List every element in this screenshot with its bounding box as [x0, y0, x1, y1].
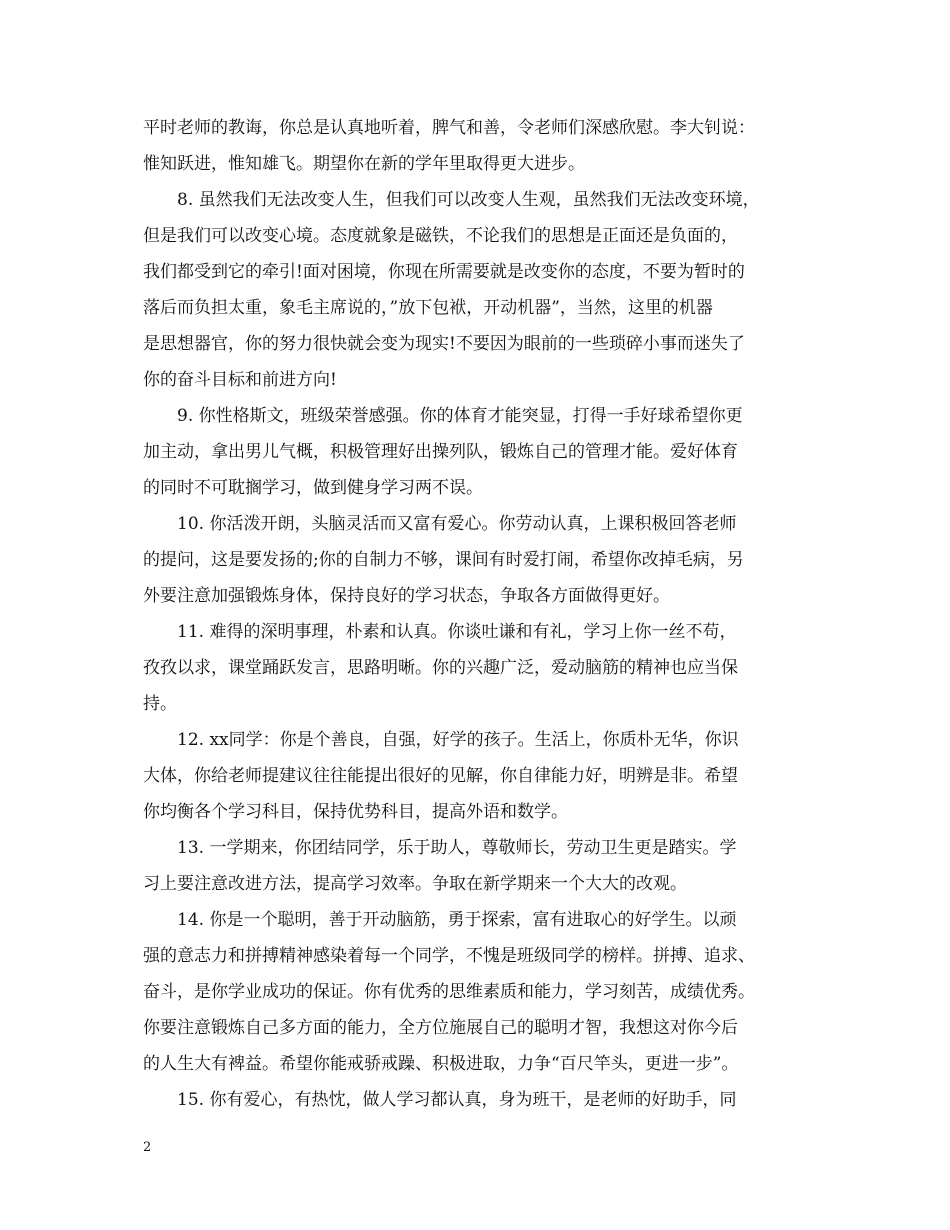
- paragraph-13-start: 13. 一学期来，你团结同学，乐于助人，尊敬师长，劳动卫生更是踏实。学: [177, 838, 737, 858]
- text-line: 是思想器官，你的努力很快就会变为现实!不要因为眼前的一些琐碎小事而迷失了: [143, 334, 745, 354]
- text-line: 的提问，这是要发扬的;你的自制力不够，课间有时爱打闹，希望你改掉毛病，另: [143, 550, 744, 570]
- text-line: 平时老师的教诲，你总是认真地听着，脾气和善，令老师们深感欣慰。李大钊说：: [143, 118, 755, 138]
- paragraph-10-start: 10. 你活泼开朗，头脑灵活而又富有爱心。你劳动认真，上课积极回答老师: [177, 514, 737, 534]
- text-line: 落后而负担太重，象毛主席说的，”放下包袱，开动机器”，当然，这里的机器: [143, 298, 713, 318]
- text-line: 惟知跃进，惟知雄飞。期望你在新的学年里取得更大进步。: [143, 154, 585, 174]
- text-line: 的同时不可耽搁学习，做到健身学习两不误。: [143, 478, 483, 498]
- text-line: 我们都受到它的牵引!面对困境，你现在所需要就是改变你的态度，不要为暂时的: [143, 262, 745, 282]
- text-line: 持。: [143, 694, 177, 714]
- text-line: 你的奋斗目标和前进方向!: [143, 370, 337, 390]
- text-line: 孜孜以求，课堂踊跃发言，思路明晰。你的兴趣广泛，爱动脑筋的精神也应当保: [143, 658, 738, 678]
- text-line: 加主动，拿出男儿气概，积极管理好出操列队，锻炼自己的管理才能。爱好体育: [143, 442, 738, 462]
- page-number: 2: [143, 1140, 152, 1155]
- text-line: 你要注意锻炼自己多方面的能力，全方位施展自己的聪明才智，我想这对你今后: [143, 1018, 738, 1038]
- text-line: 强的意志力和拼搏精神感染着每一个同学，不愧是班级同学的榜样。拼搏、追求、: [143, 946, 755, 966]
- paragraph-9-start: 9. 你性格斯文，班级荣誉感强。你的体育才能突显，打得一手好球希望你更: [177, 406, 743, 426]
- text-line: 你均衡各个学习科目，保持优势科目，提高外语和数学。: [143, 802, 568, 822]
- paragraph-11-start: 11. 难得的深明事理，朴素和认真。你谈吐谦和有礼，学习上你一丝不苟，: [177, 622, 737, 642]
- text-line: 但是我们可以改变心境。态度就象是磁铁，不论我们的思想是正面还是负面的，: [143, 226, 738, 246]
- text-line: 的人生大有裨益。希望你能戒骄戒躁、积极进取，力争“百尺竿头，更进一步”。: [143, 1054, 739, 1074]
- text-line: 外要注意加强锻炼身体，保持良好的学习状态，争取各方面做得更好。: [143, 586, 670, 606]
- paragraph-14-start: 14. 你是一个聪明，善于开动脑筋，勇于探索，富有进取心的好学生。以顽: [177, 910, 737, 930]
- paragraph-15-start: 15. 你有爱心，有热忱，做人学习都认真，身为班干，是老师的好助手，同: [177, 1090, 737, 1110]
- text-line: 习上要注意改进方法，提高学习效率。争取在新学期来一个大大的改观。: [143, 874, 687, 894]
- text-line: 奋斗，是你学业成功的保证。你有优秀的思维素质和能力，学习刻苦，成绩优秀。: [143, 982, 755, 1002]
- paragraph-12-start: 12. xx同学：你是个善良，自强，好学的孩子。生活上，你质朴无华，你识: [177, 730, 739, 750]
- paragraph-8-start: 8. 虽然我们无法改变人生，但我们可以改变人生观，虽然我们无法改变环境，: [177, 190, 760, 210]
- text-line: 大体，你给老师提建议往往能提出很好的见解，你自律能力好，明辨是非。希望: [143, 766, 738, 786]
